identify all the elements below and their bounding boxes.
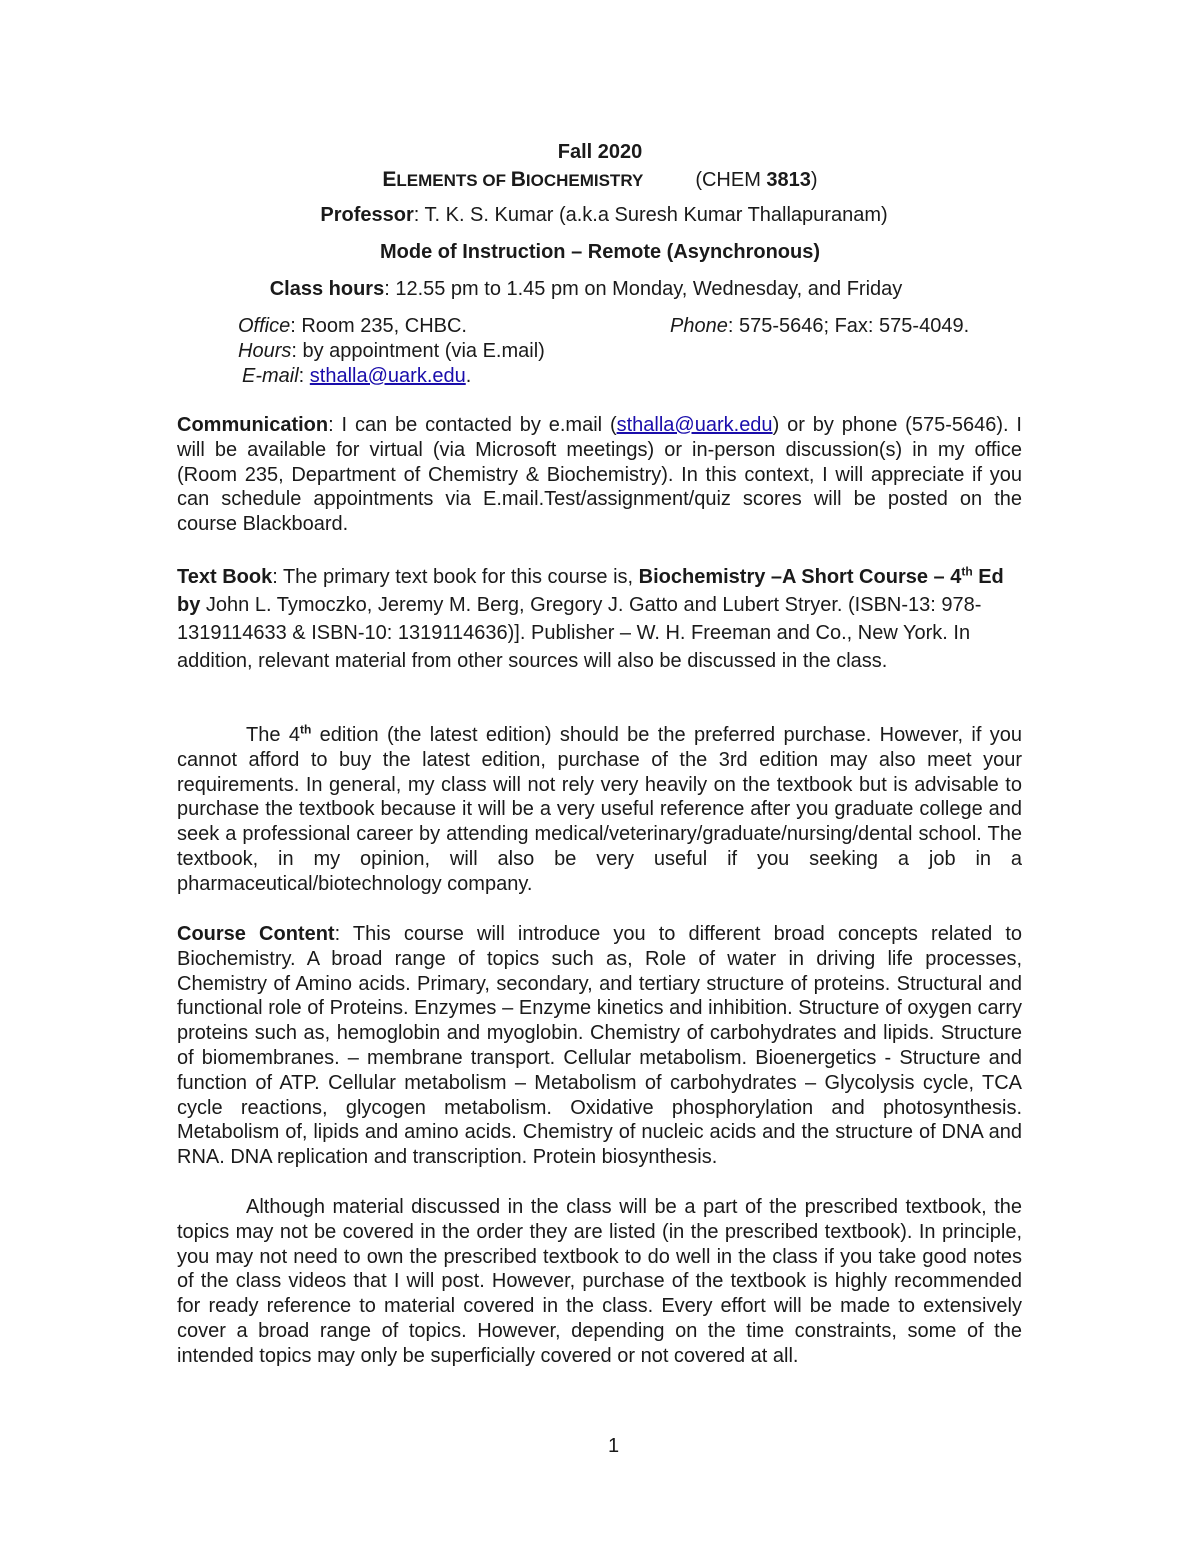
textbook-paragraph: Text Book: The primary text book for this course is, Biochemistry –A Short Course – 4th Ed by John L. Tymoczko, Jeremy M. Berg, Gregory J. Gatto and Lubert Stryer. (ISBN-13: 978-1319114633 & ISBN-10: 1319114636)]. Publisher – W. H. Freeman and Co., New York. In addition, relevant material from other sources will also be discussed in the class. [177, 564, 1004, 672]
course-title-line [0, 168, 1200, 192]
phone-label: Phone [670, 315, 728, 337]
course-content-paragraph: Course Content: This course will introduce you to different broad concepts related to Biochemistry. A broad range of topics such as, Role of water in driving life processes, Chemistry of Amino acids. Primary, secondary, and tertiary structure of proteins. Structural and functional role of Proteins. Enzymes – Enzyme kinetics and inhibition. Structure of oxygen carry proteins such as, hemoglobin and myoglobin. Chemistry of carbohydrates and lipids. Structure of biomembranes. – membrane transport. Cellular metabolism. Bioenergetics - Structure and function of ATP. Cellular metabolism – Metabolism of carbohydrates – Glycolysis cycle, TCA cycle reactions, glycogen metabolism. Oxidative phosphorylation and photosynthesis. Metabolism of, lipids and amino acids. Chemistry of nucleic acids and the structure of DNA and RNA. DNA replication and transcription. Protein biosynthesis. [177, 923, 1023, 1169]
textbook-label: Text Book [177, 566, 273, 588]
communication-paragraph: Communication: I can be contacted by e.mail (sthalla@uark.edu) or by phone (575-5646). I will be available for virtual (via Microsoft meetings) or in-person discussion(s) in my office (Room 235, Department of Chemistry & Biochemistry). In this context, I will appreciate if you can schedule appointments via E.mail.Test/assignment/quiz scores will be posted on the course Blackboard. [177, 414, 1022, 536]
hours-value: : by appointment (via E.mail) [291, 340, 545, 362]
class-hours-label: Class hours [269, 278, 385, 300]
class-hours-value: : 12.55 pm to 1.45 pm on Monday, Wednesday, and Friday [384, 278, 903, 300]
office-line [238, 315, 467, 338]
class-hours-line [0, 278, 1200, 301]
hours-label: Hours [238, 340, 292, 362]
edition-paragraph: The 4th edition (the latest edition) should be the preferred purchase. However, if you cannot afford to buy the latest edition, purchase of the 3rd edition may also meet your requirements. In general, my class will not rely very heavily on the textbook but is advisable to purchase the textbook because it will be a very useful reference after you graduate college and seek a professional career by attending medical/veterinary/graduate/nursing/dental school. The textbook, in my opinion, will also be very useful if you seeking a job in a pharmaceutical/biotechnology company. [177, 722, 1022, 895]
communication-label: Communication [177, 414, 329, 436]
course-code: (CHEM 3813) [695, 169, 818, 191]
course-content-continuation: Although material discussed in the class will be a part of the prescribed textbook, the topics may not be covered in the order they are listed (in the prescribed textbook). In principle, you may not need to own the prescribed textbook to do well in the class if you take good notes of the class videos that I will post. However, purchase of the textbook is highly recommended for ready reference to material covered in the class. Every effort will be made to extensively cover a broad range of topics. However, depending on the time constraints, some of the intended topics may only be superficially covered or not covered at all. [177, 1196, 1022, 1367]
professor-line [0, 204, 1200, 227]
office-value: : Room 235, CHBC. [290, 315, 467, 337]
professor-label: Professor [320, 204, 414, 226]
professor-value: : T. K. S. Kumar (a.k.a Suresh Kumar Thallapuranam) [413, 204, 888, 226]
hours-line [238, 340, 545, 363]
email-label: E-mail [242, 365, 299, 387]
email-link[interactable]: sthalla@uark.edu [309, 365, 466, 387]
communication-email-link[interactable]: sthalla@uark.edu [616, 414, 773, 436]
instruction-mode: Mode of Instruction – Remote (Asynchronous) [379, 241, 821, 263]
page-number: 1 [608, 1435, 620, 1457]
course-title: ELEMENTS OF BIOCHEMISTRY [382, 168, 644, 191]
email-line: E-mail: sthalla@uark.edu. [242, 365, 472, 387]
office-label: Office [238, 315, 291, 337]
phone-line [670, 315, 969, 338]
phone-value: : 575-5646; Fax: 575-4049. [727, 315, 970, 337]
textbook-title: Biochemistry –A Short Course – 4th Ed by [177, 564, 1004, 616]
course-content-label: Course Content [177, 923, 335, 945]
term-heading: Fall 2020 [557, 141, 643, 163]
